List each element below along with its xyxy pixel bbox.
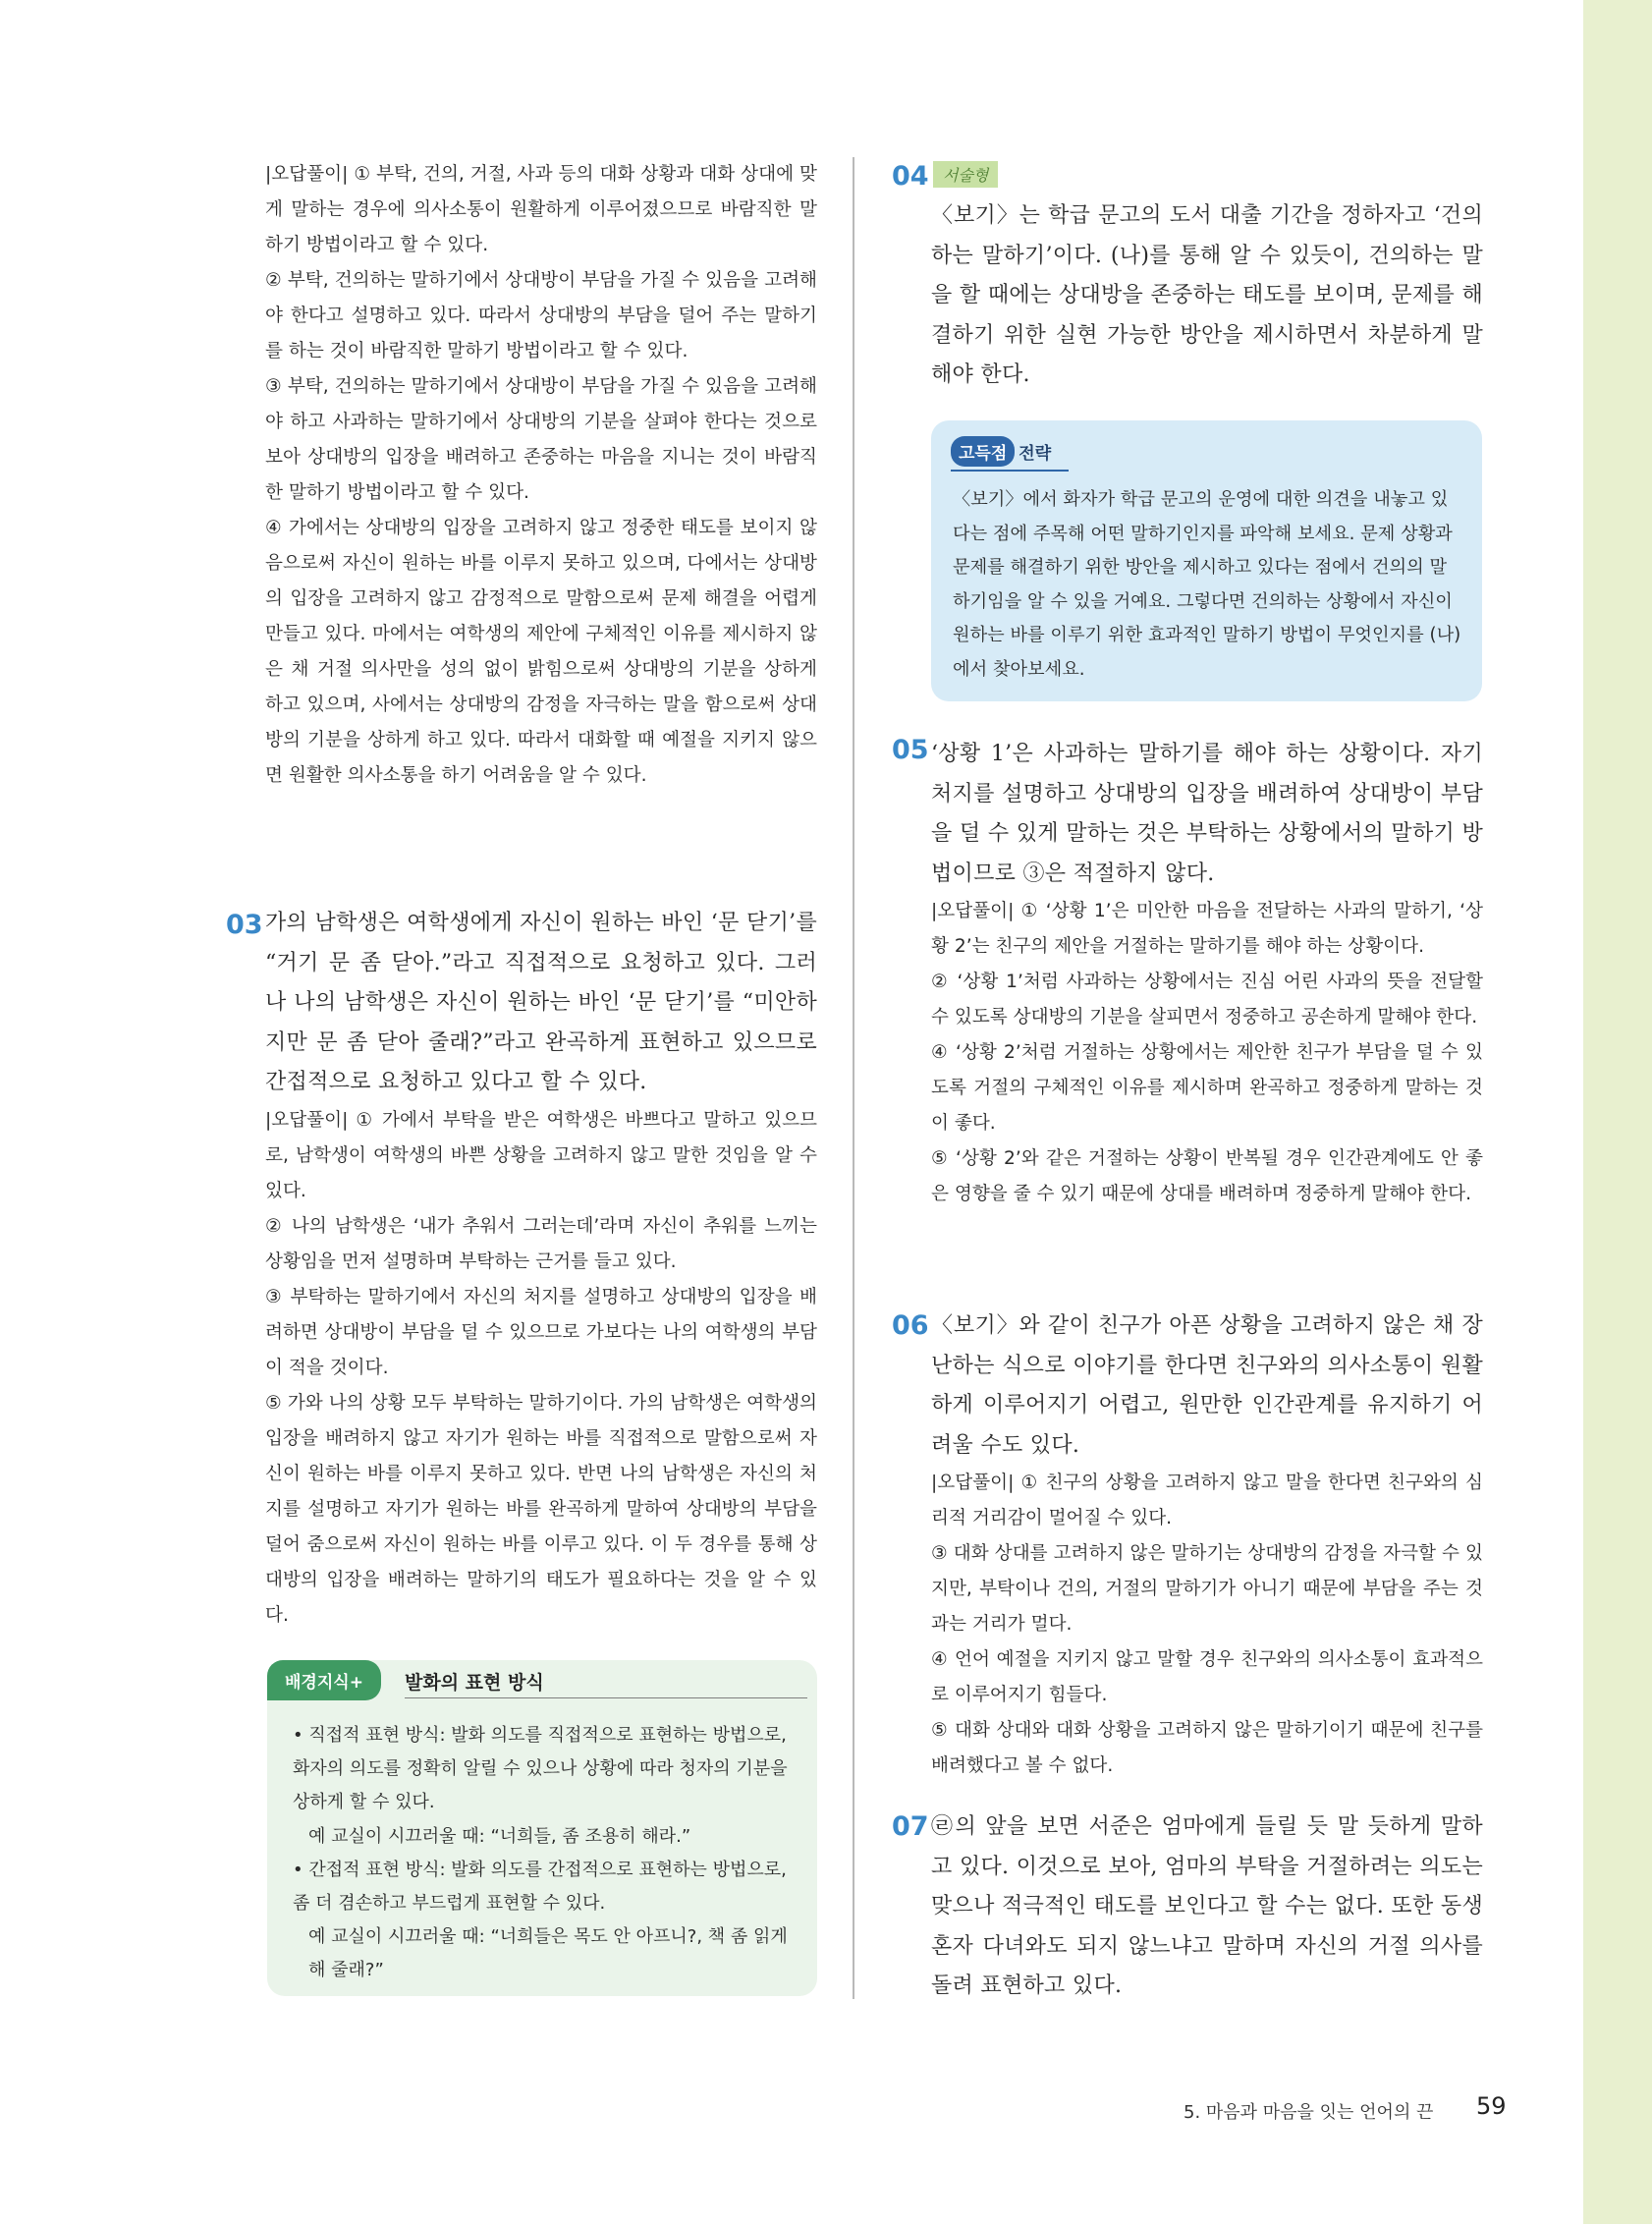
answer-03-note-5: ⑤ 가와 나의 상황 모두 부탁하는 말하기이다. 가의 남학생은 여학생의 입장을 배려하지 않고 자기가 원하는 바를 직접적으로 말함으로써 자신이 원하는 바를 이루지 못하고 있다. 반면 나의 남학생은 자신의 처지를 설명하고 자기가 원하는 바를 완곡하게 말하여 상대방의 부담을 덜어 줌으로써 자신이 원하는 바를 이루고 있다. 이 두 경우를 통해 상대방의 입장을 배려하는 말하기의 태도가 필요하다는 것을 알 수 있다.	[265, 1392, 817, 1626]
answer-05-note-2: ② ‘상황 1’처럼 사과하는 상황에서는 진심 어린 사과의 뜻을 전달할 수 있도록 상대방의 기분을 살피면서 정중하고 공손하게 말해야 한다.	[931, 972, 1483, 1028]
answer-06	[931, 1307, 1483, 1784]
background-knowledge-header	[267, 1660, 817, 1699]
answer-02-note-3: ③ 부탁, 건의하는 말하기에서 상대방이 부담을 가질 수 있음을 고려해야 하고 사과하는 말하기에서 상대방의 기분을 살펴야 한다는 것으로 보아 상대방의 입장을 배려하고 존중하는 마음을 지니는 것이 바람직한 말하기 방법이라고 할 수 있다.	[265, 376, 817, 503]
answer-02-note-2: ② 부탁, 건의하는 말하기에서 상대방이 부담을 가질 수 있음을 고려해야 한다고 설명하고 있다. 따라서 상대방의 부담을 덜어 주는 말하기를 하는 것이 바람직한 말하기 방법이라고 할 수 있다.	[265, 270, 817, 361]
background-line-1: • 직접적 표현 방식: 발화 의도를 직접적으로 표현하는 방법으로, 화자의 의도를 정확히 알릴 수 있으나 상황에 따라 청자의 기분을 상하게 할 수 있다.	[293, 1725, 788, 1813]
answer-02-note-1: |오답풀이| ① 부탁, 건의, 거절, 사과 등의 대화 상황과 대화 상대에 맞게 말하는 경우에 의사소통이 원활하게 이루어졌으므로 바람직한 말하기 방법이라고 할 수 있다.	[265, 164, 817, 255]
answer-03-note-2: ② 나의 남학생은 ‘내가 추워서 그러는데’라며 자신이 추워를 느끼는 상황임을 먼저 설명하며 부탁하는 근거를 들고 있다.	[265, 1215, 817, 1272]
answer-06-note-4: ④ 언어 예절을 지키지 않고 말할 경우 친구와의 의사소통이 효과적으로 이루어지기 힘들다.	[931, 1649, 1483, 1705]
answer-02-note-4: ④ 가에서는 상대방의 입장을 고려하지 않고 정중한 태도를 보이지 않음으로써 자신이 원하는 바를 이루지 못하고 있으며, 다에서는 상대방의 입장을 고려하지 않고 감정적으로 말함으로써 문제 해결을 어렵게 만들고 있다. 마에서는 여학생의 제안에 구체적인 이유를 제시하지 않은 채 거절 의사만을 성의 없이 밝힘으로써 상대방의 기분을 상하게 하고 있으며, 사에서는 상대방의 감정을 자극하는 말을 함으로써 상대방의 기분을 상하게 하고 있다. 따라서 대화할 때 예절을 지키지 않으면 원활한 의사소통을 하기 어려움을 알 수 있다.	[265, 518, 817, 786]
background-example-1: 예 교실이 시끄러울 때: “너희들, 좀 조용히 해라.”	[308, 1825, 691, 1847]
page-number: 59	[1476, 2092, 1507, 2120]
background-example-2: 예 교실이 시끄러울 때: “너희들은 목도 안 아프니?, 책 좀 읽게 해 줄래?”	[308, 1926, 788, 1981]
question-number-05: 05	[892, 735, 929, 765]
strategy-box	[931, 420, 1482, 701]
written-badge	[933, 161, 998, 188]
answer-06-note-3: ③ 대화 상대를 고려하지 않은 말하기는 상대방의 감정을 자극할 수 있지만, 부탁이나 건의, 거절의 말하기가 아니기 때문에 부담을 주는 것과는 거리가 멀다.	[931, 1543, 1483, 1635]
answer-05-note-1: |오답풀이| ① ‘상황 1’은 미안한 마음을 전달하는 사과의 말하기, ‘상황 2’는 친구의 제안을 거절하는 말하기를 해야 하는 상황이다.	[931, 901, 1483, 957]
left-column	[265, 157, 817, 794]
strategy-title-text: 전략	[1019, 444, 1052, 464]
background-knowledge-text	[293, 1719, 799, 1988]
question-number-06: 06	[892, 1310, 929, 1341]
answer-03	[265, 904, 817, 1634]
answer-07-text: ㉣의 앞을 보면 서준은 엄마에게 들릴 듯 말 듯하게 말하고 있다. 이것으로 보아, 엄마의 부탁을 거절하려는 의도는 맞으나 적극적인 태도를 보인다고 할 수는 없다. 또한 동생 혼자 다녀와도 되지 않느냐고 말하며 자신의 거절 의사를 돌려 표현하고 있다.	[931, 1814, 1483, 1998]
answer-04-text: 〈보기〉는 학급 문고의 도서 대출 기간을 정하자고 ‘건의하는 말하기’이다. (나)를 통해 알 수 있듯이, 건의하는 말을 할 때에는 상대방을 존중하는 태도를 보이며, 문제를 해결하기 위한 실현 가능한 방안을 제시하면서 차분하게 말해야 한다.	[931, 203, 1483, 387]
side-color-band	[1583, 0, 1652, 2224]
question-number-07: 07	[892, 1811, 929, 1842]
strategy-underline	[951, 470, 1069, 472]
answer-03-text: 가의 남학생은 여학생에게 자신이 원하는 바인 ‘문 닫기’를 “거기 문 좀 닫아.”라고 직접적으로 요청하고 있다. 그러나 나의 남학생은 자신이 원하는 바인 ‘문 닫기’를 “미안하지만 문 좀 닫아 줄래?”라고 완곡하게 표현하고 있으므로 간접적으로 요청하고 있다고 할 수 있다.	[265, 911, 817, 1094]
background-knowledge-label: 배경지식+	[267, 1660, 381, 1700]
question-number-04: 04	[892, 161, 929, 192]
background-knowledge-title: 발화의 표현 방식	[405, 1672, 544, 1694]
answer-06-note-5: ⑤ 대화 상대와 대화 상황을 고려하지 않은 말하기이기 때문에 친구를 배려했다고 볼 수 없다.	[931, 1720, 1483, 1776]
answer-05-note-4: ④ ‘상황 2’처럼 거절하는 상황에서는 제안한 친구가 부담을 덜 수 있도록 거절의 구체적인 이유를 제시하며 완곡하고 정중하게 말하는 것이 좋다.	[931, 1042, 1483, 1134]
footer-chapter: 5. 마음과 마음을 잇는 언어의 끈	[1184, 2102, 1434, 2123]
strategy-text: 〈보기〉에서 화자가 학급 문고의 운영에 대한 의견을 내놓고 있다는 점에 주목해 어떤 말하기인지를 파악해 보세요. 문제 상황과 문제를 해결하기 위한 방안을 제시하고 있다는 점에서 건의의 말하기임을 알 수 있을 거예요. 그렇다면 건의하는 상황에서 자신이 원하는 바를 이루기 위한 효과적인 말하기 방법이 무엇인지를 (나)에서 찾아보세요.	[953, 489, 1461, 680]
answer-03-note-3: ③ 부탁하는 말하기에서 자신의 처지를 설명하고 상대방의 입장을 배려하면 상대방이 부담을 덜 수 있으므로 가보다는 나의 여학생의 부담이 적을 것이다.	[265, 1286, 817, 1378]
background-knowledge-box	[267, 1660, 817, 1996]
answer-07	[931, 1807, 1483, 2007]
column-divider	[853, 157, 854, 1999]
written-badge-label: 서술형	[933, 161, 998, 188]
answer-06-note-1: |오답풀이| ① 친구의 상황을 고려하지 않고 말을 한다면 친구와의 심리적 거리감이 멀어질 수 있다.	[931, 1473, 1483, 1529]
question-number-03: 03	[226, 910, 263, 940]
strategy-pill: 고득점	[951, 436, 1015, 467]
answer-05	[931, 735, 1483, 1212]
answer-04	[931, 196, 1483, 396]
answer-03-note-1: |오답풀이| ① 가에서 부탁을 받은 여학생은 바쁘다고 말하고 있으므로, 남학생이 여학생의 바쁜 상황을 고려하지 않고 말한 것임을 알 수 있다.	[265, 1109, 817, 1201]
answer-06-text: 〈보기〉와 같이 친구가 아픈 상황을 고려하지 않은 채 장난하는 식으로 이야기를 한다면 친구와의 의사소통이 원활하게 이루어지기 어렵고, 원만한 인간관계를 유지하기 어려울 수도 있다.	[931, 1313, 1483, 1458]
answer-05-text: ‘상황 1’은 사과하는 말하기를 해야 하는 상황이다. 자기 처지를 설명하고 상대방의 입장을 배려하여 상대방이 부담을 덜 수 있게 말하는 것은 부탁하는 상황에서의 말하기 방법이므로 ③은 적절하지 않다.	[931, 742, 1483, 886]
answer-05-note-5: ⑤ ‘상황 2’와 같은 거절하는 상황이 반복될 경우 인간관계에도 안 좋은 영향을 줄 수 있기 때문에 상대를 배려하며 정중하게 말해야 한다.	[931, 1148, 1483, 1204]
background-knowledge-rule	[405, 1697, 807, 1698]
background-line-2: • 간접적 표현 방식: 발화 의도를 간접적으로 표현하는 방법으로, 좀 더 겸손하고 부드럽게 표현할 수 있다.	[293, 1859, 787, 1915]
strategy-title	[951, 436, 1051, 467]
